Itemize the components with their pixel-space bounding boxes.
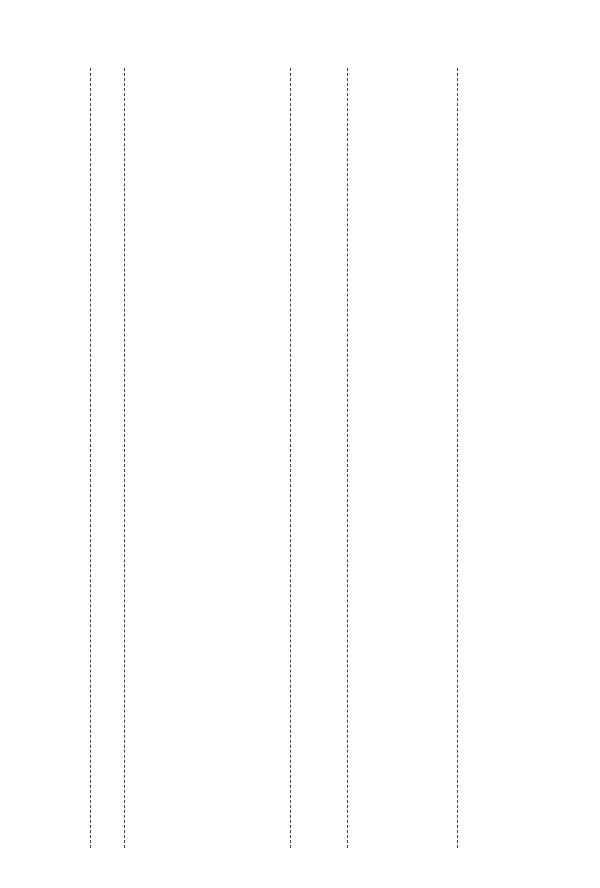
rule-middle bbox=[290, 68, 291, 848]
rule-top-header bbox=[124, 68, 125, 848]
rule-bottom-header bbox=[347, 68, 348, 848]
rotated-table bbox=[62, 68, 532, 848]
rule-top bbox=[90, 68, 91, 848]
rule-bottom bbox=[457, 68, 458, 848]
